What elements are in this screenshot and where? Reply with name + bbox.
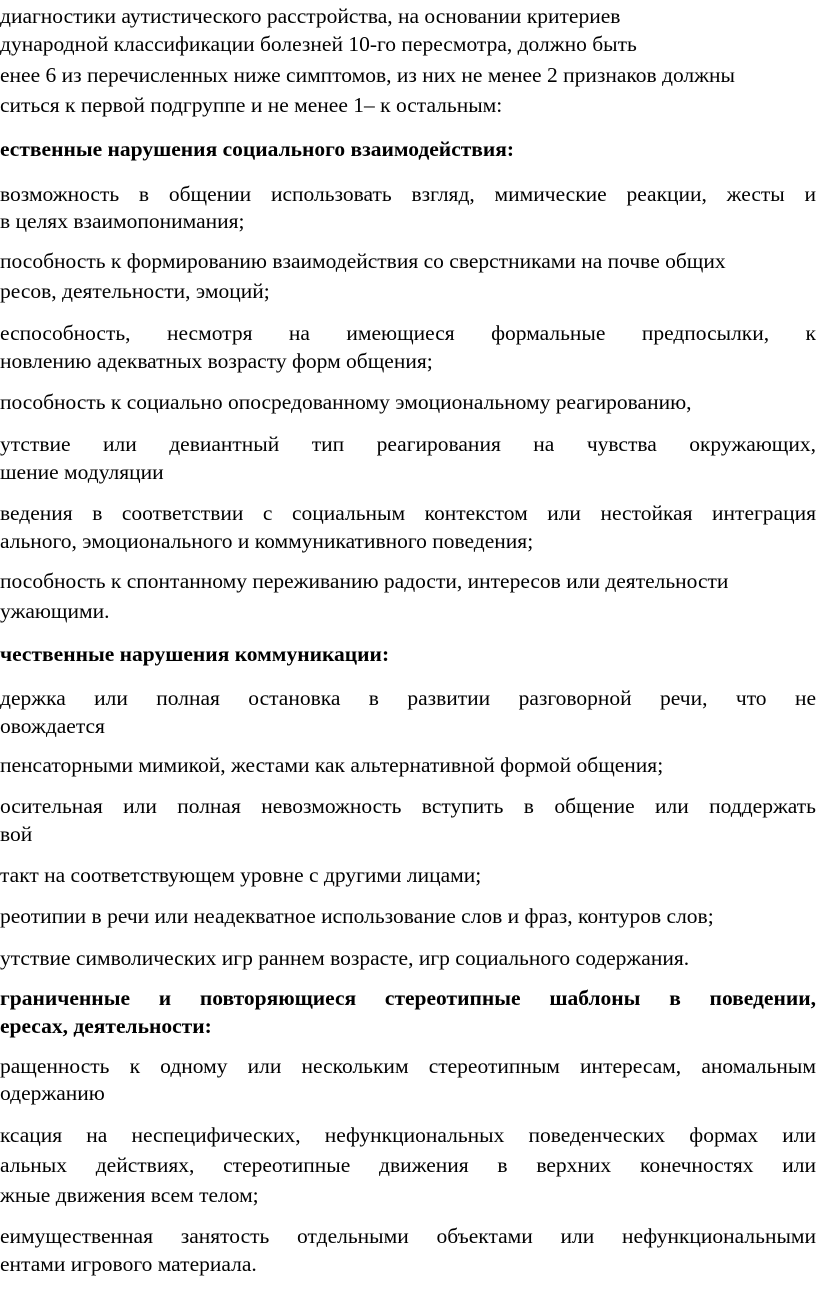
text-line: ального, эмоционального и коммуникативного поведения;: [0, 528, 534, 553]
text-line: овождается: [0, 713, 105, 738]
text-line: диагностики аутистического расстройства, на основании критериев: [0, 4, 621, 28]
text-line: жные движения всем телом;: [0, 1182, 259, 1207]
text-line: осительная или полная невозможность вступить в общение или поддержать: [0, 794, 816, 819]
text-line: утствие или девиантный тип реагирования на чувства окружающих,: [0, 431, 816, 456]
text-line: держка или полная остановка в развитии разговорной речи, что не: [0, 686, 816, 711]
text-line: утствие символических игр раннем возрасте, игр социального содержания.: [0, 945, 690, 970]
text-line: ксация на неспецифических, нефункциональных поведенческих формах или: [0, 1122, 816, 1147]
section-heading: чественные нарушения коммуникации:: [0, 642, 390, 667]
text-line: ситься к первой подгруппе и не менее 1– к остальным:: [0, 93, 503, 118]
text-line: в целях взаимопонимания;: [0, 209, 245, 234]
text-line: такт на соответствующем уровне с другими лицами;: [0, 863, 482, 888]
text-line: пособность к социально опосредованному эмоциональному реагированию,: [0, 389, 692, 414]
text-line: еимущественная занятость отдельными объектами или нефункциональными: [0, 1223, 816, 1248]
text-line: ресов, деятельности, эмоций;: [0, 279, 270, 304]
text-line: пособность к спонтанному переживанию радости, интересов или деятельности: [0, 568, 729, 593]
text-line: новлению адекватных возрасту форм общения;: [0, 349, 433, 374]
section-heading: ересах, деятельности:: [0, 1013, 212, 1038]
text-line: ужающими.: [0, 598, 110, 623]
text-line: еспособность, несмотря на имеющиеся формальные предпосылки, к: [0, 320, 816, 345]
text-line: альных действиях, стереотипные движения в верхних конечностях или: [0, 1152, 816, 1177]
text-line: возможность в общении использовать взгляд, мимические реакции, жесты и: [0, 181, 816, 206]
section-heading: граниченные и повторяющиеся стереотипные шаблоны в поведении,: [0, 986, 816, 1011]
text-line: ентами игрового материала.: [0, 1252, 257, 1276]
text-line: пенсаторными мимикой, жестами как альтернативной формой общения;: [0, 752, 664, 777]
section-heading: ественные нарушения социального взаимодействия:: [0, 136, 515, 161]
text-line: ращенность к одному или нескольким стереотипным интересам, аномальным: [0, 1053, 816, 1078]
text-line: енее 6 из перечисленных ниже симптомов, из них не менее 2 признаков должны: [0, 63, 735, 88]
text-line: пособность к формированию взаимодействия со сверстниками на почве общих: [0, 249, 726, 274]
text-line: ведения в соответствии с социальным контекстом или нестойкая интеграция: [0, 500, 816, 525]
text-line: вой: [0, 821, 33, 846]
text-line: дународной классификации болезней 10-го пересмотра, должно быть: [0, 32, 637, 57]
text-line: шение модуляции: [0, 459, 164, 484]
text-line: реотипии в речи или неадекватное использование слов и фраз, контуров слов;: [0, 904, 714, 929]
text-line: одержанию: [0, 1081, 105, 1106]
